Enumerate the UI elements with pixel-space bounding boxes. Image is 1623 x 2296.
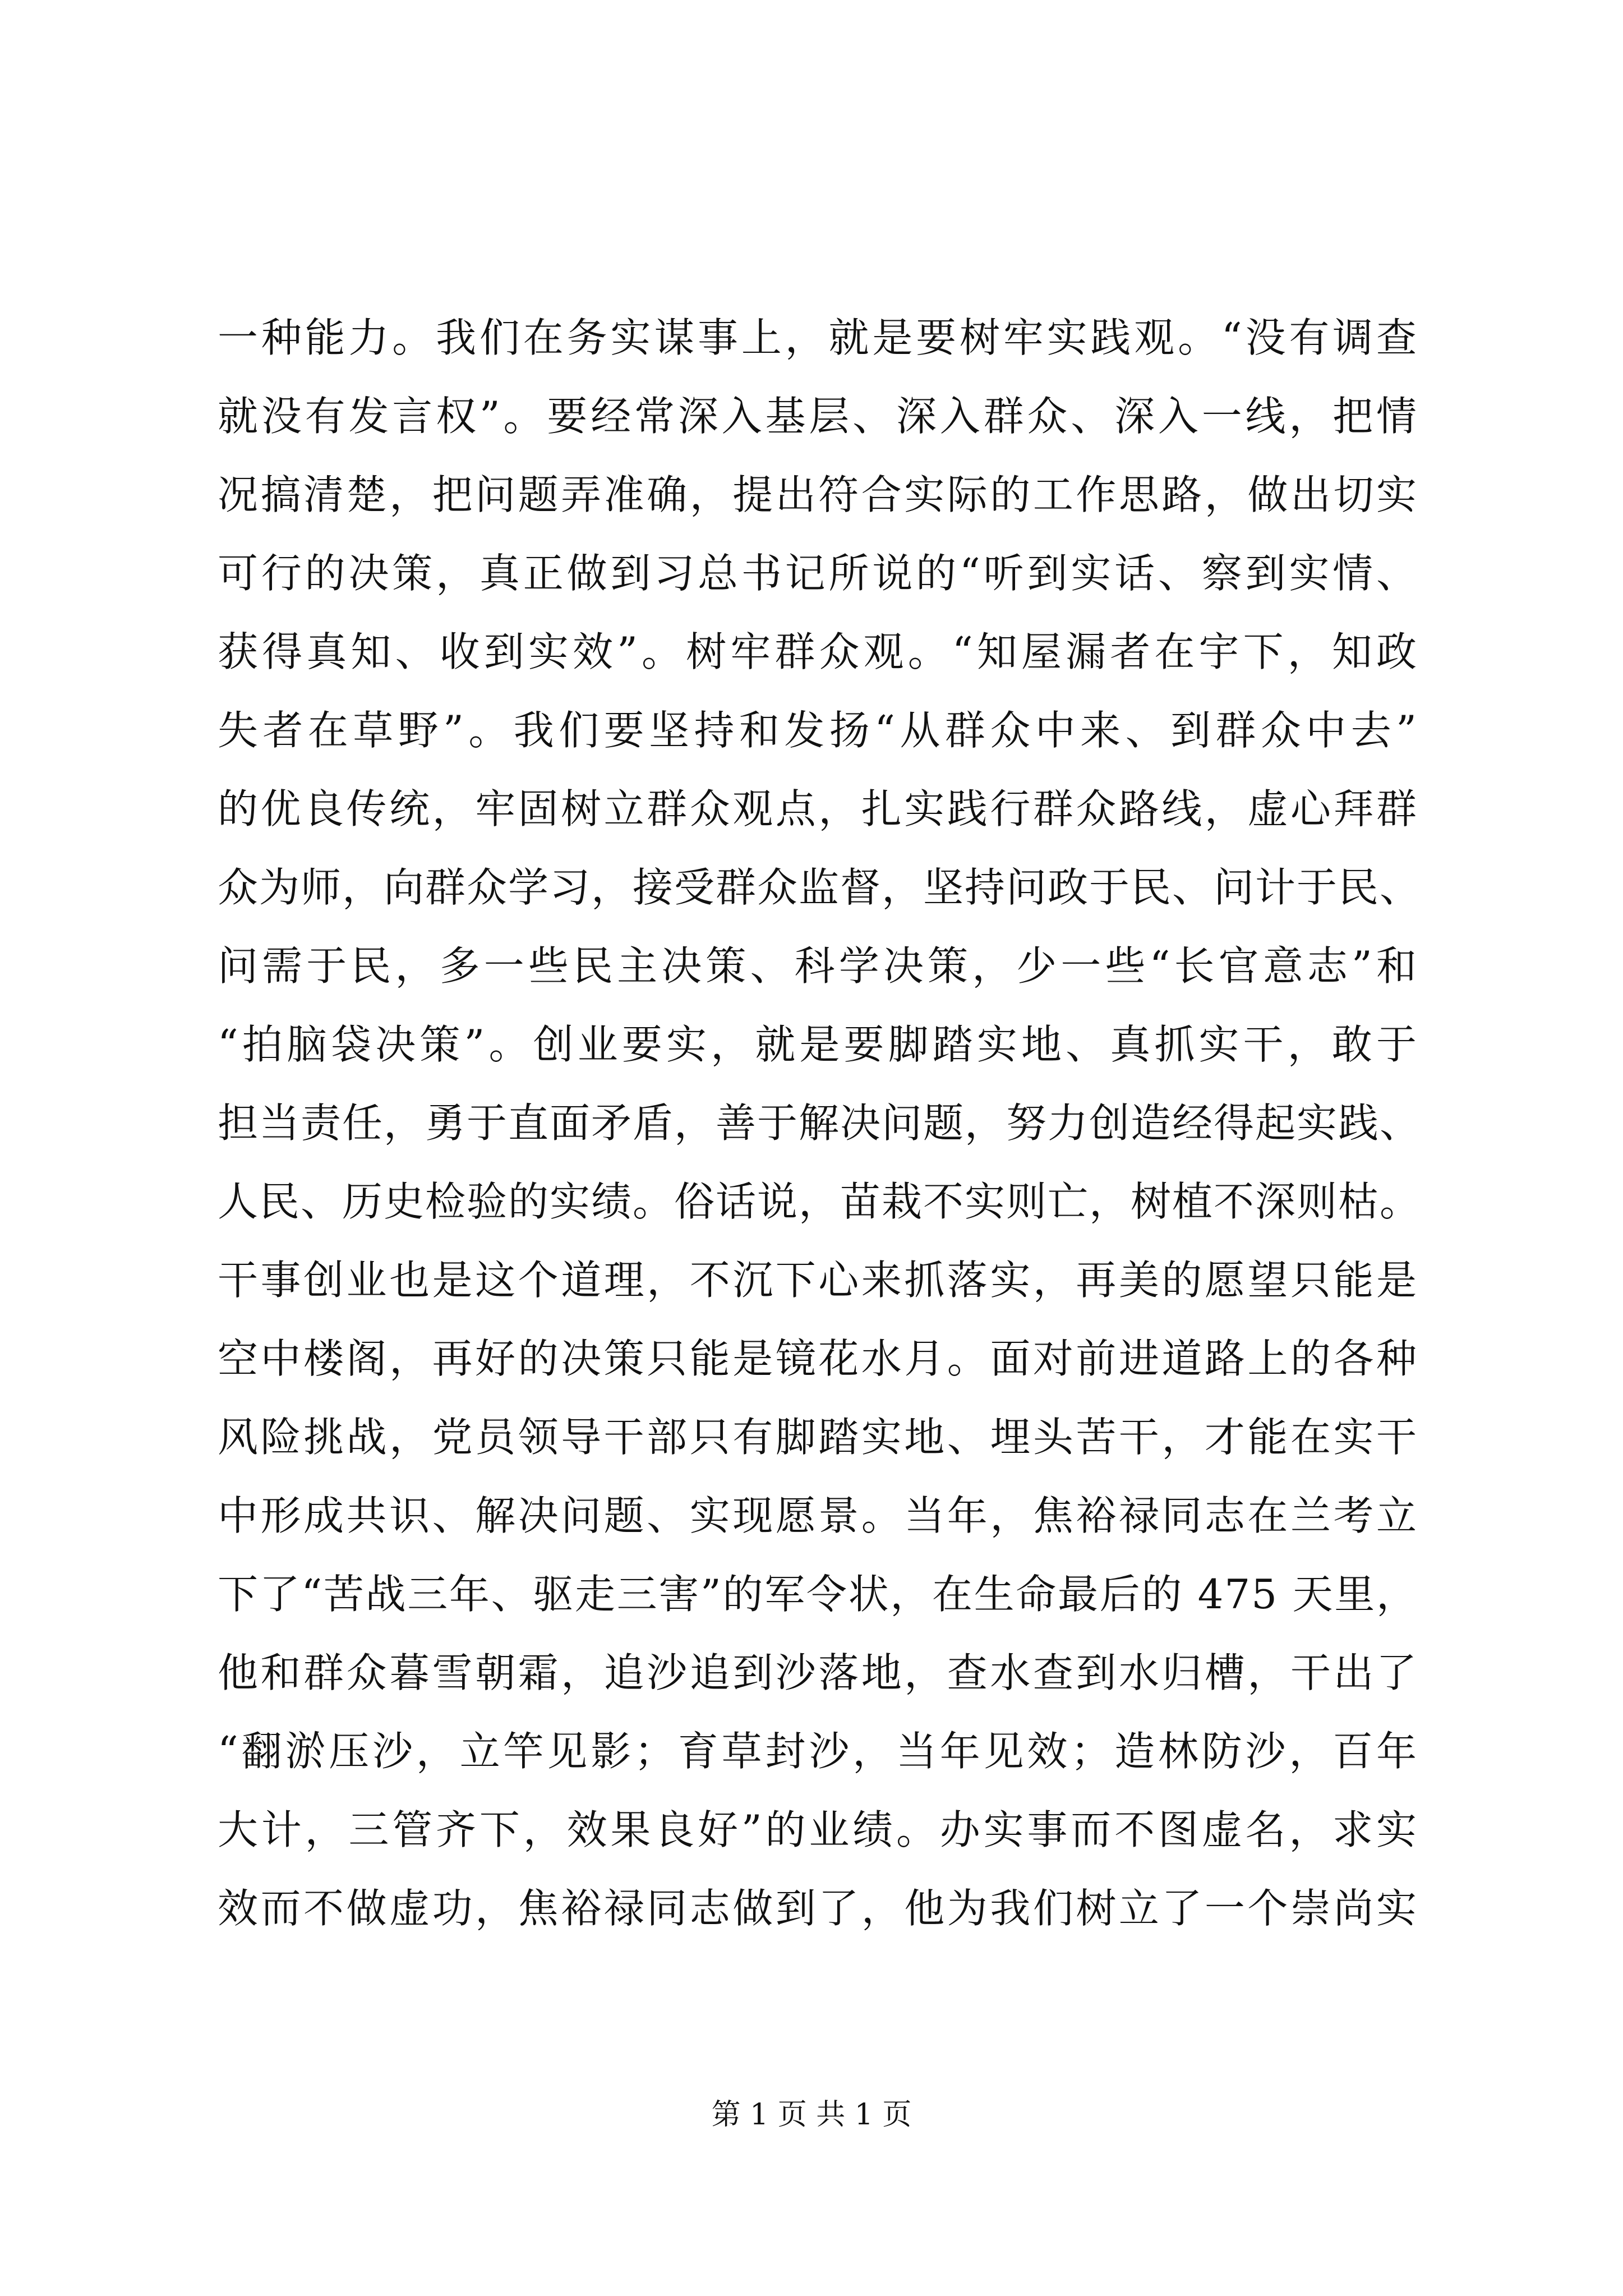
text-line-4: 可行的决策，真正做到习总书记所说的“听到实话、察到实情、 xyxy=(218,550,1418,597)
text-line-6: 失者在草野”。我们要坚持和发扬“从群众中来、到群众中去” xyxy=(218,707,1418,754)
text-line-9: 问需于民，多一些民主决策、科学决策，少一些“长官意志”和 xyxy=(218,942,1418,990)
page-footer: 第 1 页 共 1 页 xyxy=(711,2098,912,2132)
text-line-13: 干事创业也是这个道理，不沉下心来抓落实，再美的愿望只能是 xyxy=(218,1257,1418,1304)
text-line-12: 人民、历史检验的实绩。俗话说，苗栽不实则亡，树植不深则枯。 xyxy=(218,1178,1422,1225)
text-line-18: 他和群众暮雪朝霜，追沙追到沙落地，查水查到水归槽，干出了 xyxy=(218,1649,1418,1696)
body-paragraph xyxy=(218,298,1422,1948)
text-line-1: 一种能力。我们在务实谋事上，就是要树牢实践观。“没有调查 xyxy=(218,314,1418,361)
text-line-17: 下了“苦战三年、驱走三害”的军令状，在生命最后的 475 天里， xyxy=(218,1571,1418,1618)
text-line-7: 的优良传统，牢固树立群众观点，扎实践行群众路线，虚心拜群 xyxy=(218,785,1418,832)
text-line-3: 况搞清楚，把问题弄准确，提出符合实际的工作思路，做出切实 xyxy=(218,471,1418,518)
text-line-21: 效而不做虚功，焦裕禄同志做到了，他为我们树立了一个崇尚实 xyxy=(218,1885,1418,1932)
text-line-15: 风险挑战，党员领导干部只有脚踏实地、埋头苦干，才能在实干 xyxy=(218,1414,1418,1461)
text-line-8: 众为师，向群众学习，接受群众监督，坚持问政于民、问计于民、 xyxy=(218,864,1422,911)
text-line-11: 担当责任，勇于直面矛盾，善于解决问题，努力创造经得起实践、 xyxy=(218,1099,1422,1147)
text-line-19: “翻淤压沙，立竿见影；育草封沙，当年见效；造林防沙，百年 xyxy=(218,1728,1418,1775)
text-line-16: 中形成共识、解决问题、实现愿景。当年，焦裕禄同志在兰考立 xyxy=(218,1492,1418,1539)
text-line-20: 大计，三管齐下，效果良好”的业绩。办实事而不图虚名，求实 xyxy=(218,1806,1418,1853)
text-line-10: “拍脑袋决策”。创业要实，就是要脚踏实地、真抓实干，敢于 xyxy=(218,1021,1418,1068)
text-line-5: 获得真知、收到实效”。树牢群众观。“知屋漏者在宇下，知政 xyxy=(218,628,1418,675)
text-line-14: 空中楼阁，再好的决策只能是镜花水月。面对前进道路上的各种 xyxy=(218,1335,1418,1382)
text-line-2: 就没有发言权”。要经常深入基层、深入群众、深入一线，把情 xyxy=(218,393,1418,440)
